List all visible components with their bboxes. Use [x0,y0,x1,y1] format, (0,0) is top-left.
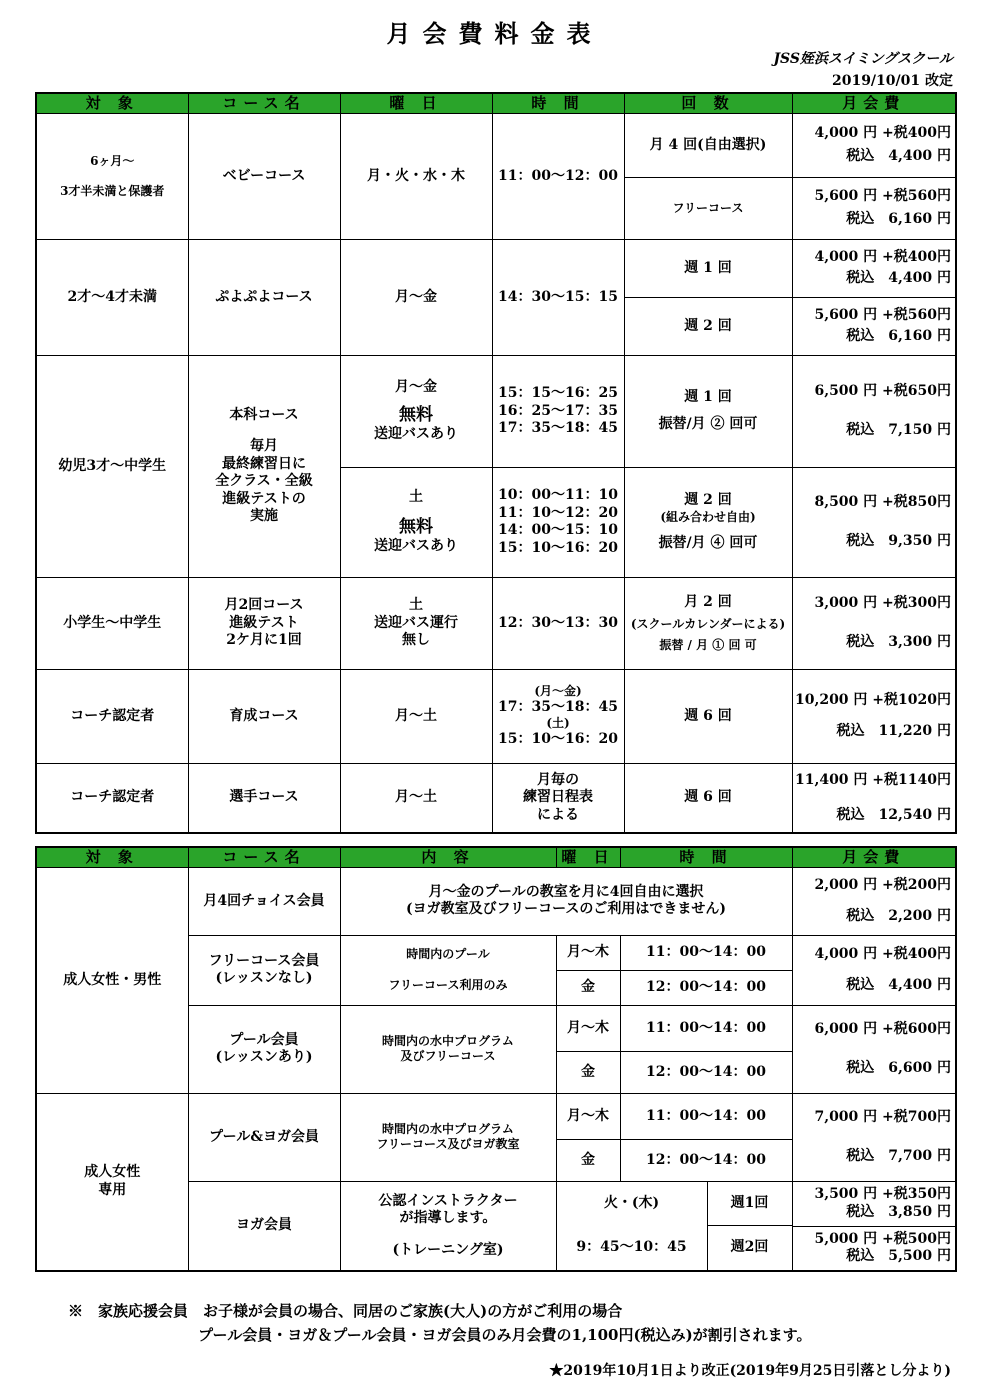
pool-time-2: 12：00～14：00 [620,1051,792,1093]
family-note-detail: プール会員・ヨガ＆プール会員・ヨガ会員のみ月会費の1,100円(税込み)が割引されます。 [198,1326,812,1344]
honka-fee-1: 6,500 円 +税650円 税込 7,150 円 [792,355,956,467]
baby-days: 月・火・水・木 [340,113,492,239]
footer-note: ★2019年10月1日より改正(2019年9月25日引落とし分より) [549,1363,951,1379]
ikusei-count: 週 6 回 [624,669,792,763]
baby-fee-1: 4,000 円 +税400円 税込 4,400 円 [792,113,956,177]
senshu-days: 月～土 [340,763,492,833]
header-course: コース名 [188,93,340,113]
header-fee: 月会費 [792,93,956,113]
free-day-1: 月～木 [556,935,620,970]
header2-day: 曜 日 [556,847,620,867]
honka-target: 幼児3才～中学生 [36,355,188,577]
puyo-course: ぷよぷよコース [188,239,340,355]
ikusei-days: 月～土 [340,669,492,763]
free-course: フリーコース会員 (レッスンなし) [188,935,340,1005]
poolyoga-content: 時間内の水中プログラム フリーコース及びヨガ教室 [340,1093,556,1181]
header-target: 対 象 [36,93,188,113]
honka-count-1: 週 1 回 振替/月 ② 回可 [624,355,792,467]
women-target: 成人女性 専用 [36,1093,188,1271]
puyo-fee-2: 5,600 円 +税560円 税込 6,160 円 [792,297,956,355]
yoga-content: 公認インストラクター が指導します。 (トレーニング室) [340,1181,556,1271]
honka-fee-2: 8,500 円 +税850円 税込 9,350 円 [792,467,956,577]
senshu-time: 月毎の 練習日程表 による [492,763,624,833]
puyo-days: 月～金 [340,239,492,355]
puyo-target: 2才～4才未満 [36,239,188,355]
puyo-fee-1: 4,000 円 +税400円 税込 4,400 円 [792,239,956,297]
pool-fee: 6,000 円 +税600円 税込 6,600 円 [792,1005,956,1093]
poolyoga-fee: 7,000 円 +税700円 税込 7,700 円 [792,1093,956,1181]
adult-fee-table [35,846,957,1272]
page-title: 月会費料金表 [386,19,603,48]
kids-fee-table [35,92,957,834]
yoga-fee-1: 3,500 円 +税350円 税込 3,850 円 [792,1181,956,1226]
yoga-count-2: 週2回 [730,1239,769,1256]
ikusei-course: 育成コース [188,669,340,763]
yoga-day: 火・(木) [603,1195,660,1211]
free-time-1: 11：00～14：00 [620,935,792,970]
yoga-schedule [556,1181,792,1271]
adult-target: 成人女性・男性 [36,867,188,1093]
pool-course: プール会員 (レッスンあり) [188,1005,340,1093]
school-name: JSS姪浜スイミングスクール [773,51,953,67]
header2-fee: 月会費 [792,847,956,867]
revision-date: 2019/10/01 改定 [831,73,953,89]
free-fee: 4,000 円 +税400円 税込 4,400 円 [792,935,956,1005]
baby-count-1: 月 4 回(自由選択) [624,113,792,177]
header2-time: 時 間 [620,847,792,867]
yoga-course: ヨガ会員 [188,1181,340,1271]
m2-count: 月 2 回 (スクールカレンダーによる) 振替 / 月 ① 回 可 [624,577,792,669]
free-time-2: 12：00～14：00 [620,970,792,1005]
ikusei-time: (月～金) 17：35～18：45 (土) 15：10～16：20 [492,669,624,763]
yoga-count-1: 週1回 [708,1182,792,1227]
baby-target: 6ヶ月～ 3才半未満と保護者 [36,113,188,239]
header2-course: コース名 [188,847,340,867]
pool-time-1: 11：00～14：00 [620,1005,792,1051]
poolyoga-course: プール&ヨガ会員 [188,1093,340,1181]
choice-content: 月～金のプールの教室を月に4回自由に選択 (ヨガ教室及びフリーコースのご利用はできません) [340,867,792,935]
senshu-count: 週 6 回 [624,763,792,833]
m2-day: 土 送迎バス運行 無し [340,577,492,669]
header-count: 回 数 [624,93,792,113]
family-note: ※ 家族応援会員 お子様が会員の場合、同居のご家族(大人)の方がご利用の場合 [68,1302,623,1320]
pool-content: 時間内の水中プログラム 及びフリーコース [340,1005,556,1093]
poolyoga-day-2: 金 [556,1139,620,1181]
puyo-time: 14：30～15：15 [492,239,624,355]
m2-target: 小学生～中学生 [36,577,188,669]
pool-day-2: 金 [556,1051,620,1093]
puyo-count-2: 週 2 回 [624,297,792,355]
m2-course: 月2回コース 進級テスト 2ケ月に1回 [188,577,340,669]
honka-time-1: 15：15～16：25 16：25～17：35 17：35～18：45 [492,355,624,467]
senshu-fee: 11,400 円 +税1140円 税込 12,540 円 [792,763,956,833]
choice-course: 月4回チョイス会員 [188,867,340,935]
poolyoga-time-1: 11：00～14：00 [620,1093,792,1139]
baby-course: ベビーコース [188,113,340,239]
header-time: 時 間 [492,93,624,113]
free-day-2: 金 [556,970,620,1005]
choice-fee: 2,000 円 +税200円 税込 2,200 円 [792,867,956,935]
ikusei-fee: 10,200 円 +税1020円 税込 11,220 円 [792,669,956,763]
m2-fee: 3,000 円 +税300円 税込 3,300 円 [792,577,956,669]
header2-target: 対 象 [36,847,188,867]
yoga-fee-2: 5,000 円 +税500円 税込 5,500 円 [792,1226,956,1271]
honka-day-1: 月～金 無料 送迎バスあり [340,355,492,467]
honka-course: 本科コース 毎月 最終練習日に 全クラス・全級 進級テストの 実施 [188,355,340,577]
honka-day-2: 土 無料 送迎バスあり [340,467,492,577]
header-day: 曜 日 [340,93,492,113]
senshu-target: コーチ認定者 [36,763,188,833]
pool-day-1: 月～木 [556,1005,620,1051]
header2-content: 内 容 [340,847,556,867]
poolyoga-day-1: 月～木 [556,1093,620,1139]
senshu-course: 選手コース [188,763,340,833]
honka-time-2: 10：00～11：10 11：10～12：20 14：00～15：10 15：10～16：20 [492,467,624,577]
m2-time: 12：30～13：30 [492,577,624,669]
puyo-count-1: 週 1 回 [624,239,792,297]
yoga-time: 9：45～10：45 [576,1239,687,1255]
free-content: 時間内のプール フリーコース利用のみ [340,935,556,1005]
baby-fee-2: 5,600 円 +税560円 税込 6,160 円 [792,177,956,239]
baby-time: 11：00～12：00 [492,113,624,239]
poolyoga-time-2: 12：00～14：00 [620,1139,792,1181]
ikusei-target: コーチ認定者 [36,669,188,763]
baby-count-2: フリーコース [624,177,792,239]
honka-count-2: 週 2 回 (組み合わせ自由) 振替/月 ④ 回可 [624,467,792,577]
